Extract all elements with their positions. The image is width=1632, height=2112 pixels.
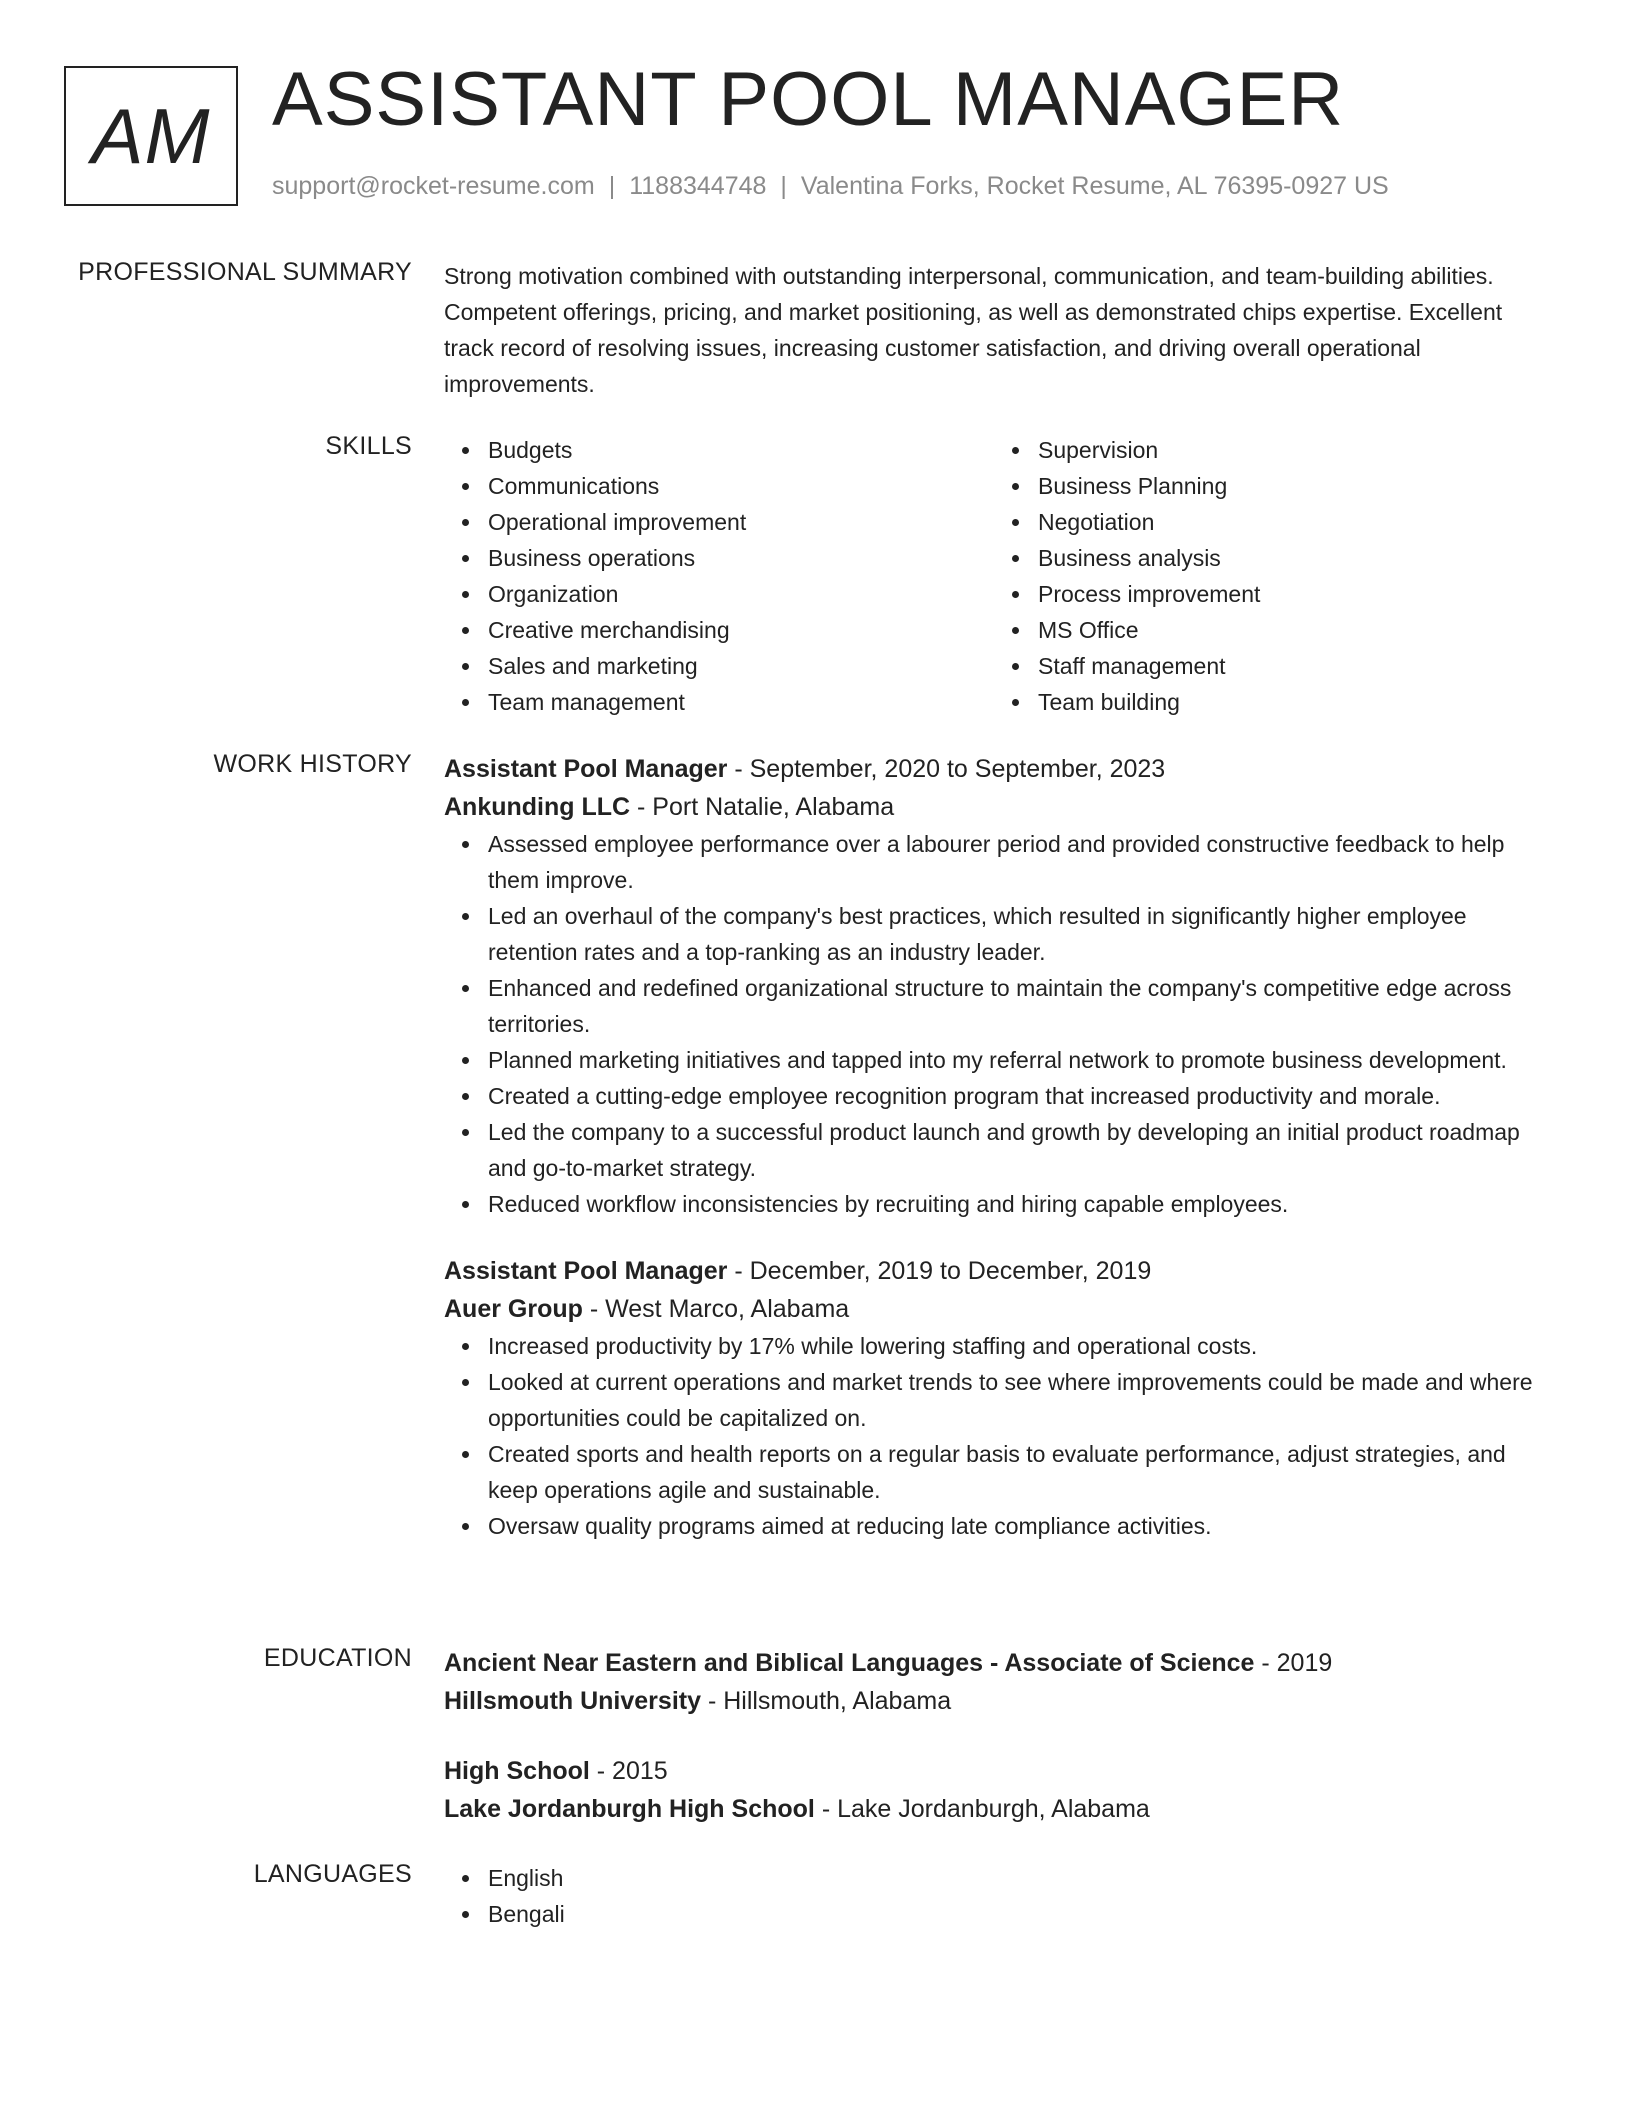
job-bullet: Created sports and health reports on a regular basis to evaluate performance, adjust strategies, and keep operations agile and sustainable.	[488, 1436, 1544, 1508]
education-entry	[444, 1644, 1544, 1720]
section-label-skills: SKILLS	[325, 432, 412, 460]
job-title-line	[444, 1252, 1544, 1290]
job-bullet: Reduced workflow inconsistencies by recruiting and hiring capable employees.	[488, 1186, 1544, 1222]
job-location: - Port Natalie, Alabama	[630, 793, 895, 821]
section-label-work-history: WORK HISTORY	[213, 750, 412, 778]
contact-separator: |	[780, 172, 787, 200]
job-dates: - December, 2019 to December, 2019	[727, 1257, 1152, 1285]
language-item: Bengali	[488, 1896, 1544, 1932]
section-label-summary: PROFESSIONAL SUMMARY	[78, 258, 412, 286]
contact-separator: |	[608, 172, 616, 200]
education-school-line	[444, 1682, 1544, 1720]
education-degree: Ancient Near Eastern and Biblical Languages - Associate of Science	[444, 1649, 1255, 1677]
languages-list	[444, 1860, 1544, 1932]
monogram: AM	[64, 66, 238, 206]
job-bullet: Assessed employee performance over a labourer period and provided constructive feedback to help them improve.	[488, 826, 1544, 898]
skill-item: Team management	[488, 684, 994, 720]
job-title: Assistant Pool Manager	[444, 755, 728, 783]
job-title-line	[444, 750, 1544, 788]
job-entry	[444, 750, 1544, 1222]
education-school-line	[444, 1790, 1544, 1828]
education-degree-line	[444, 1752, 1544, 1790]
job-company-line	[444, 1290, 1544, 1328]
job-dates: - September, 2020 to September, 2023	[727, 755, 1166, 783]
education-location: - Lake Jordanburgh, Alabama	[814, 1795, 1150, 1823]
skill-item: Process improvement	[1038, 576, 1544, 612]
skill-item: Creative merchandising	[488, 612, 994, 648]
education-year: - 2015	[589, 1757, 668, 1785]
skill-item: Budgets	[488, 432, 994, 468]
skills-column-right	[994, 432, 1544, 720]
job-location: - West Marco, Alabama	[582, 1295, 850, 1323]
job-bullet: Led the company to a successful product launch and growth by developing an initial product roadmap and go-to-market strategy.	[488, 1114, 1544, 1186]
job-bullet: Led an overhaul of the company's best practices, which resulted in significantly higher employee retention rates and a top-ranking as an industry leader.	[488, 898, 1544, 970]
skill-item: Supervision	[1038, 432, 1544, 468]
contact-address: Valentina Forks, Rocket Resume, AL 76395-0927 US	[800, 172, 1389, 200]
skill-item: Business analysis	[1038, 540, 1544, 576]
work-history-body	[444, 750, 1544, 1544]
skills-column-left	[444, 432, 994, 720]
job-title: Assistant Pool Manager	[444, 1257, 728, 1285]
education-location: - Hillsmouth, Alabama	[701, 1687, 952, 1715]
job-company: Auer Group	[444, 1295, 583, 1323]
languages-body	[444, 1860, 1544, 1932]
job-bullet: Enhanced and redefined organizational structure to maintain the company's competitive edge across territories.	[488, 970, 1544, 1042]
job-bullet: Looked at current operations and market trends to see where improvements could be made and where opportunities could be capitalized on.	[488, 1364, 1544, 1436]
job-bullets	[444, 826, 1544, 1222]
job-bullets	[444, 1328, 1544, 1544]
education-body	[444, 1644, 1544, 1828]
job-company-line	[444, 788, 1544, 826]
education-degree-line	[444, 1644, 1544, 1682]
skill-item: Business operations	[488, 540, 994, 576]
job-bullet: Increased productivity by 17% while lowering staffing and operational costs.	[488, 1328, 1544, 1364]
language-item: English	[488, 1860, 1544, 1896]
education-entry	[444, 1752, 1544, 1828]
skill-item: MS Office	[1038, 612, 1544, 648]
skill-item: Business Planning	[1038, 468, 1544, 504]
contact-email: support@rocket-resume.com	[272, 172, 595, 200]
job-bullet: Created a cutting-edge employee recognition program that increased productivity and morale.	[488, 1078, 1544, 1114]
education-degree: High School	[444, 1757, 590, 1785]
skill-item: Sales and marketing	[488, 648, 994, 684]
job-bullet: Oversaw quality programs aimed at reducing late compliance activities.	[488, 1508, 1544, 1544]
job-company: Ankunding LLC	[444, 793, 631, 821]
education-school: Hillsmouth University	[444, 1687, 701, 1715]
skills-grid	[444, 432, 1544, 720]
skill-item: Organization	[488, 576, 994, 612]
education-year: - 2019	[1254, 1649, 1333, 1677]
education-school: Lake Jordanburgh High School	[444, 1795, 815, 1823]
contact-phone: 1188344748	[629, 172, 767, 200]
skill-item: Operational improvement	[488, 504, 994, 540]
skill-item: Staff management	[1038, 648, 1544, 684]
summary-text: Strong motivation combined with outstanding interpersonal, communication, and team-building abilities. Competent offerings, pricing, and market positioning, as well as demonstrated chips expertise. Excellent track record of resolving issues, increasing customer satisfaction, and driving overall operational improvements.	[444, 263, 1503, 397]
job-entry	[444, 1252, 1544, 1544]
skill-item: Negotiation	[1038, 504, 1544, 540]
section-label-languages: LANGUAGES	[253, 1860, 412, 1888]
section-label-education: EDUCATION	[263, 1644, 412, 1672]
candidate-name: ASSISTANT POOL MANAGER	[272, 57, 1345, 142]
skill-item: Communications	[488, 468, 994, 504]
skill-item: Team building	[1038, 684, 1544, 720]
job-bullet: Planned marketing initiatives and tapped into my referral network to promote business development.	[488, 1042, 1544, 1078]
contact-line	[272, 172, 1389, 201]
